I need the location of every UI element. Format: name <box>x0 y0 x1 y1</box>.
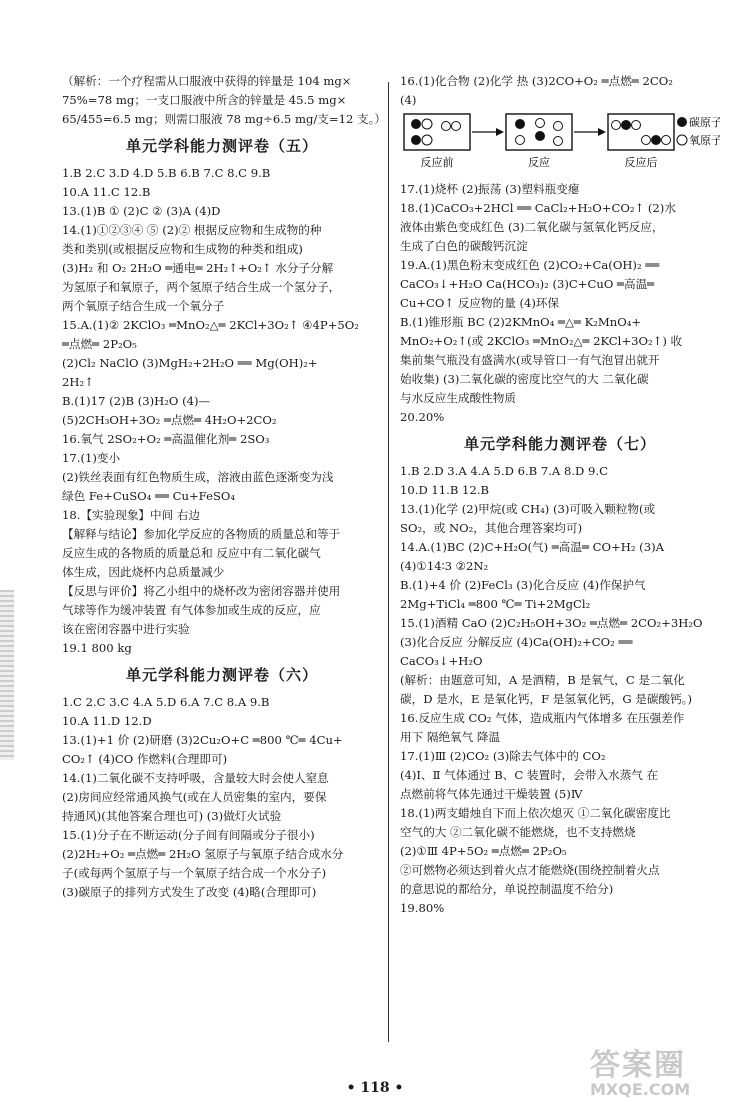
section-7-answers <box>400 462 720 918</box>
caption-before: 反应前 <box>420 156 454 169</box>
right-column <box>400 72 720 918</box>
answer-line: 碳，D 是水，E 是氧化钙，F 是氢氧化钙，G 是碳酸钙。) <box>400 692 692 706</box>
answer-line: 点燃前将气体先通过干燥装置 (5)Ⅳ <box>400 787 583 801</box>
answer-line: SO₂，或 NO₂，其他合理答案均可) <box>400 521 583 535</box>
answer-line: 1.B 2.D 3.A 4.A 5.D 6.B 7.A 8.D 9.C <box>400 464 608 478</box>
oxygen-atom <box>422 119 432 129</box>
answer-line: (3)H₂ 和 O₂ 2H₂O ═通电═ 2H₂↑+O₂↑ 水分子分解 <box>62 261 334 275</box>
answer-line: 14.(1)①②③④ ⑤ (2)② 根据反应物和生成物的种 <box>62 223 322 237</box>
answer-line: 两个氧原子结合生成一个氧分子 <box>62 299 225 313</box>
answer-line: 【解释与结论】参加化学反应的各物质的质量总和等于 <box>62 527 341 541</box>
oxygen-atom <box>642 136 651 145</box>
carbon-atom <box>535 131 545 141</box>
answer-line: MnO₂+O₂↑(或 2KClO₃ ═MnO₂△═ 2KCl+3O₂↑) 收 <box>400 334 683 348</box>
section-5-answers <box>62 164 382 658</box>
page-number: • 118 • <box>346 1080 404 1096</box>
answer-line: (3)碳原子的排列方式发生了改变 (4)略(合理即可) <box>62 885 317 899</box>
binding-shadow <box>0 590 14 760</box>
answer-line: 2H₂↑ <box>62 375 94 389</box>
right-intro-block <box>400 72 720 110</box>
answer-line: 75%=78 mg；一支口服液中所含的锌量是 45.5 mg× <box>62 93 347 107</box>
answer-line: 14.A.(1)BC (2)C+H₂O(气) ═高温═ CO+H₂ (3)A <box>400 540 664 554</box>
right-answers-block <box>400 180 720 427</box>
answer-line: 15.A.(1)② 2KClO₃ ═MnO₂△═ 2KCl+3O₂↑ ④4P+5O₂ <box>62 318 359 332</box>
answer-line: 绿色 Fe+CuSO₄ ══ Cu+FeSO₄ <box>62 489 236 503</box>
answer-line: 为氢原子和氧原子，两个氢原子结合生成一个氢分子， <box>62 280 341 294</box>
oxygen-atom <box>612 121 621 130</box>
carbon-atom <box>651 135 661 145</box>
arrow-head <box>598 128 606 136</box>
oxygen-atom <box>422 135 432 145</box>
reaction-diagram <box>400 112 720 176</box>
section-title-5: 单元学科能力测评卷（五） <box>125 137 318 155</box>
answer-line: CaCO₃↓+H₂O <box>400 654 483 668</box>
answer-line: ═点燃═ 2P₂O₅ <box>62 337 137 351</box>
answer-line: 持通风)(其他答案合理也可) (3)做灯火试验 <box>62 809 282 823</box>
answer-line: B.(1)+4 价 (2)FeCl₃ (3)化合反应 (4)作保护气 <box>400 578 646 592</box>
arrow-head <box>496 128 504 136</box>
answer-line: 用下 隔绝氧气 降温 <box>400 730 501 744</box>
answer-line: 16.反应生成 CO₂ 气体，造成瓶内气体增多 在压强差作 <box>400 711 685 725</box>
answer-line: (2)①Ⅲ 4P+5O₂ ═点燃═ 2P₂O₅ <box>400 844 567 858</box>
carbon-atom <box>411 135 421 145</box>
answer-line: (2)Cl₂ NaClO (3)MgH₂+2H₂O ══ Mg(OH)₂+ <box>62 356 318 370</box>
left-intro-block <box>62 72 387 129</box>
answer-line: 生成了白色的碳酸钙沉淀 <box>400 239 528 253</box>
answer-line: CO₂↑ (4)CO 作燃料(合理即可) <box>62 752 228 766</box>
answer-line: 2Mg+TiCl₄ ═800 ℃═ Ti+2MgCl₂ <box>400 597 591 611</box>
answer-line: 类和类别(或根据反应物和生成物的种类和组成) <box>62 242 303 256</box>
answer-line: (2)房间应经常通风换气(或在人员密集的室内，要保 <box>62 790 327 804</box>
carbon-atom <box>621 120 631 130</box>
legend-carbon-icon <box>677 117 687 127</box>
oxygen-atom <box>632 121 641 130</box>
answer-line: 1.C 2.C 3.C 4.A 5.D 6.A 7.C 8.A 9.B <box>62 695 270 709</box>
answer-line: 65/455=6.5 mg；则需口服液 78 mg÷6.5 mg/支=12 支。） <box>62 112 387 126</box>
legend-oxygen-icon <box>677 135 687 145</box>
section-title-6: 单元学科能力测评卷（六） <box>125 666 318 684</box>
answer-line: B.(1)锥形瓶 BC (2)2KMnO₄ ═△═ K₂MnO₄+ <box>400 315 642 329</box>
answer-line: B.(1)17 (2)B (3)H₂O (4)— <box>62 394 211 408</box>
answer-line: 19.1 800 kg <box>62 641 132 655</box>
watermark-main: 答案圈 <box>590 1048 686 1083</box>
answer-line: 17.(1)变小 <box>62 451 121 465</box>
answer-line: ②可燃物必须达到着火点才能燃烧(围绕控制着火点 <box>400 863 660 877</box>
answer-line: 20.20% <box>400 410 445 424</box>
answer-line: 体生成，因此烧杯内总质量减少 <box>62 565 225 579</box>
answer-line: Cu+CO↑ 反应物的量 (4)环保 <box>400 296 560 310</box>
oxygen-atom <box>662 136 671 145</box>
answer-line: (4) <box>400 93 417 107</box>
answer-line: 液体由紫色变成红色 (3)二氧化碳与氢氧化钙反应， <box>400 220 664 234</box>
oxygen-atom <box>554 122 563 131</box>
answer-line: 19.80% <box>400 901 445 915</box>
answer-line: (5)2CH₃OH+3O₂ ═点燃═ 4H₂O+2CO₂ <box>62 413 277 427</box>
answer-line: 反应生成的各物质的质量总和 反应中有二氧化碳气 <box>62 546 321 560</box>
answer-line: 10.A 11.C 12.B <box>62 185 151 199</box>
answer-line: 16.(1)化合物 (2)化学 热 (3)2CO+O₂ ═点燃═ 2CO₂ <box>400 74 673 88</box>
answer-line: 18.【实验现象】中间 右边 <box>62 508 201 522</box>
column-divider <box>388 82 389 1042</box>
caption-after: 反应后 <box>624 156 658 169</box>
answer-line: 15.(1)酒精 CaO (2)C₂H₅OH+3O₂ ═点燃═ 2CO₂+3H₂O <box>400 616 703 630</box>
answer-line: 13.(1)B ① (2)C ② (3)A (4)D <box>62 204 221 218</box>
answer-line: (解析：由题意可知，A 是酒精，B 是氧气，C 是二氧化 <box>400 673 685 687</box>
answer-line: 18.(1)两支蜡烛自下而上依次熄灭 ①二氧化碳密度比 <box>400 806 671 820</box>
legend-carbon-label: 碳原子 <box>689 116 720 129</box>
answer-line: （解析：一个疗程需从口服液中获得的锌量是 104 mg× <box>62 74 352 88</box>
answer-line: (4)①14∶3 ②2N₂ <box>400 559 489 573</box>
answer-line: 15.(1)分子在不断运动(分子间有间隔或分子很小) <box>62 828 315 842</box>
oxygen-atom <box>442 122 451 131</box>
answer-line: 19.A.(1)黑色粉末变成红色 (2)CO₂+Ca(OH)₂ ══ <box>400 258 660 272</box>
legend-oxygen-label: 氧原子 <box>689 134 720 147</box>
answer-line: 14.(1)二氧化碳不支持呼吸，含量较大时会使人窒息 <box>62 771 329 785</box>
reaction-diagram-svg <box>400 112 720 170</box>
box-before <box>404 114 470 150</box>
left-column <box>62 72 387 902</box>
answer-line: 该在密闭容器中进行实验 <box>62 622 190 636</box>
answer-line: 与水反应生成酸性物质 <box>400 391 516 405</box>
oxygen-atom <box>452 122 461 131</box>
answer-line: 10.D 11.B 12.B <box>400 483 490 497</box>
answer-line: 气球等作为缓冲装置 有气体参加或生成的反应，应 <box>62 603 321 617</box>
carbon-atom <box>411 119 421 129</box>
answer-line: 13.(1)化学 (2)甲烷(或 CH₄) (3)可吸入颗粒物(或 <box>400 502 656 516</box>
answer-line: 集前集气瓶没有盛满水(或导管口一有气泡冒出就开 <box>400 353 660 367</box>
answer-line: 始收集) (3)二氧化碳的密度比空气的大 二氧化碳 <box>400 372 649 386</box>
answer-line: 1.B 2.C 3.D 4.D 5.B 6.B 7.C 8.C 9.B <box>62 166 271 180</box>
carbon-atom <box>515 119 525 129</box>
answer-line: 【反思与评价】将乙小组中的烧杯改为密闭容器并使用 <box>62 584 341 598</box>
answer-line: 10.A 11.D 12.D <box>62 714 152 728</box>
caption-during: 反应 <box>528 156 550 169</box>
answer-line: (2)铁丝表面有红色物质生成，溶液由蓝色逐渐变为浅 <box>62 470 334 484</box>
answer-line: 13.(1)+1 价 (2)研磨 (3)2Cu₂O+C ═800 ℃═ 4Cu+ <box>62 733 343 747</box>
oxygen-atom <box>554 137 563 146</box>
answer-line: 18.(1)CaCO₃+2HCl ══ CaCl₂+H₂O+CO₂↑ (2)水 <box>400 201 676 215</box>
section-6-answers <box>62 693 382 902</box>
watermark-logo <box>590 1040 740 1100</box>
answer-line: (3)化合反应 分解反应 (4)Ca(OH)₂+CO₂ ══ <box>400 635 633 649</box>
oxygen-atom <box>536 119 545 128</box>
answer-line: 空气的大 ②二氧化碳不能燃烧，也不支持燃烧 <box>400 825 636 839</box>
watermark-sub: MXQE.COM <box>590 1080 691 1099</box>
answer-line: (4)Ⅰ、Ⅱ 气体通过 B、C 装置时，会带入水蒸气 在 <box>400 768 659 782</box>
oxygen-atom <box>516 136 525 145</box>
answer-line: 17.(1)Ⅲ (2)CO₂ (3)除去气体中的 CO₂ <box>400 749 606 763</box>
section-title-7: 单元学科能力测评卷（七） <box>463 435 656 453</box>
answer-line: 子(或每两个氢原子与一个氧原子结合成一个水分子) <box>62 866 327 880</box>
answer-line: 的意思说的都给分，单说控制温度不给分) <box>400 882 614 896</box>
answer-line: 17.(1)烧杯 (2)振荡 (3)塑料瓶变瘪 <box>400 182 580 196</box>
answer-line: 16.氧气 2SO₂+O₂ ═高温催化剂═ 2SO₃ <box>62 432 270 446</box>
answer-line: CaCO₃↓+H₂O Ca(HCO₃)₂ (3)C+CuO ═高温═ <box>400 277 655 291</box>
answer-line: (2)2H₂+O₂ ═点燃═ 2H₂O 氢原子与氧原子结合成水分 <box>62 847 344 861</box>
